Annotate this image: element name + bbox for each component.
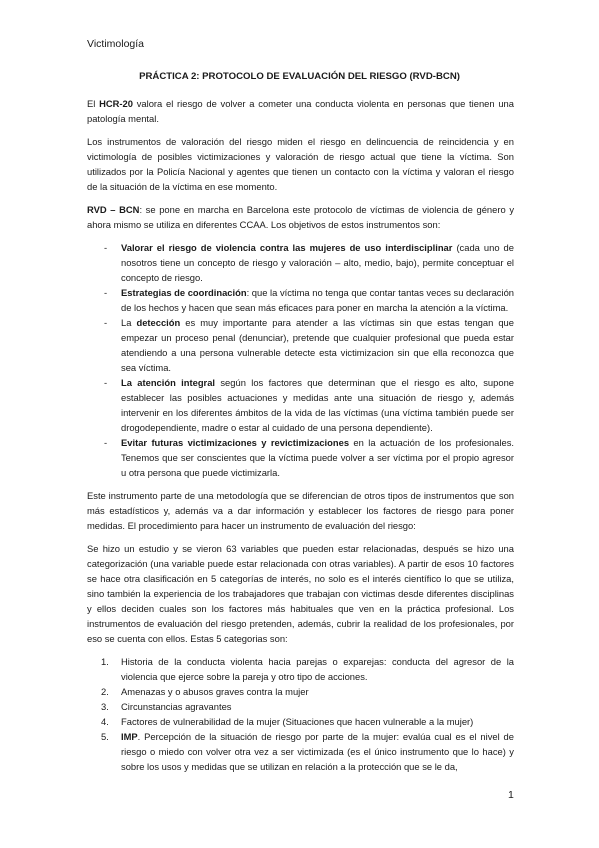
term-rvd-bcn: RVD – BCN [87,204,140,215]
list-item: 3. Circunstancias agravantes [101,701,232,712]
list-item: 5. IMP. Percepción de la situación de riesgo por parte de la mujer: evalúa cual es el nivel de riesgo o miedo con volver otra vez a ser victimizada (es el único instrumento que lo hace) y sobre los usos y medidas que se utilizan en relación a la protección que se le da, [101,731,514,772]
term-hcr20: HCR-20 [99,98,133,109]
paragraph-instrumentos: Los instrumentos de valoración del riesgo miden el riesgo en delincuencia de reincidencia y en victimología de posibles victimizaciones y valoración de riesgo actual que tiene la víctima. Son utilizados por la Policía Nacional y agentes que tienen un contacto con la víctima y valoran el riesgo de la situación de la víctima en ese momento. [87,136,514,192]
categories-list [87,654,514,774]
running-header: Victimología [87,38,145,50]
list-item: - Estrategias de coordinación: que la víctima no tenga que contar tantas veces su declaración de los hechos y hacen que sean más eficaces para poner en marcha la atención a la víctima. [104,287,514,313]
paragraph-estudio: Se hizo un estudio y se vieron 63 variables que pueden estar relacionadas, después se hizo una categorización (una variable puede estar relacionada con otras variables). A partir de esos 10 factores se hace otra clasificación en 5 categorías de interés, no solo es el interés científico lo que se utiliza, sino también la experiencia de los trabajadores que trabajan con victimas desde diferentes disciplinas y ellos deciden cuales son los factores más habituales que ven en la práctica profesional. Los instrumentos de evaluación del riesgo pretenden, además, cubrir la realidad de los profesionales, por eso se cuenta con ellos. Estas 5 categorias son: [87,543,514,644]
list-item: - La detección es muy importante para atender a las víctimas sin que estas tengan que empezar un proceso penal (denunciar), pretende que cualquier profesional que pueda estar atendiendo a una persona vulnerable detecte esta victimizacion sin que ella reconozca que sea víctima. [104,317,514,373]
list-item: - Evitar futuras victimizaciones y revictimizaciones en la actuación de los profesionales. Tenemos que ser conscientes que la víctima puede volver a ser víctima por el propio agresor u otra persona que puede victimizarla. [104,437,514,478]
list-item: 1. Historia de la conducta violenta hacia parejas o exparejas: conducta del agresor de la violencia que ejerce sobre la pareja y otro tipo de acciones. [101,656,514,682]
paragraph-hcr20: El HCR-20 valora el riesgo de volver a cometer una conducta violenta en personas que tienen una patología mental. [87,98,514,124]
section-title: PRÁCTICA 2: PROTOCOLO DE EVALUACIÓN DEL RIESGO (RVD-BCN) [139,71,460,82]
list-item: - Valorar el riesgo de violencia contra las mujeres de uso interdisciplinar (cada uno de nosotros tiene un concepto de riesgo y valoración – alto, medio, bajo), permite conceptuar el concepto de riesgo. [104,242,514,283]
page-number: 1 [508,789,514,801]
objectives-list [87,240,514,480]
list-item: 2. Amenazas y o abusos graves contra la mujer [101,686,309,697]
paragraph-rvd-bcn: RVD – BCN: se pone en marcha en Barcelona este protocolo de víctimas de violencia de género y ahora mismo se utiliza en diferentes CCAA. Los objetivos de estos instrumentos son: [87,204,515,230]
body-text [87,96,514,774]
list-item: - La atención integral según los factores que determinan que el riesgo es alto, supone establecer las posibles actuaciones y medidas ante una situación de riesgo y, además intervenir en los diferentes ámbitos de la vida de las víctimas (una víctima también puede ser drogodependiente, madre o estar al cuidado de una persona dependiente). [104,377,514,433]
list-item: 4. Factores de vulnerabilidad de la mujer (Situaciones que hacen vulnerable a la mujer) [101,716,474,727]
paragraph-metodologia: Este instrumento parte de una metodología que se diferencian de otros tipos de instrumentos que son más estadísticos y, además va a dar información y establecer los factores de riesgo para poner medidas. El procedimiento para hacer un instrumento de evaluación del riesgo: [87,490,514,531]
